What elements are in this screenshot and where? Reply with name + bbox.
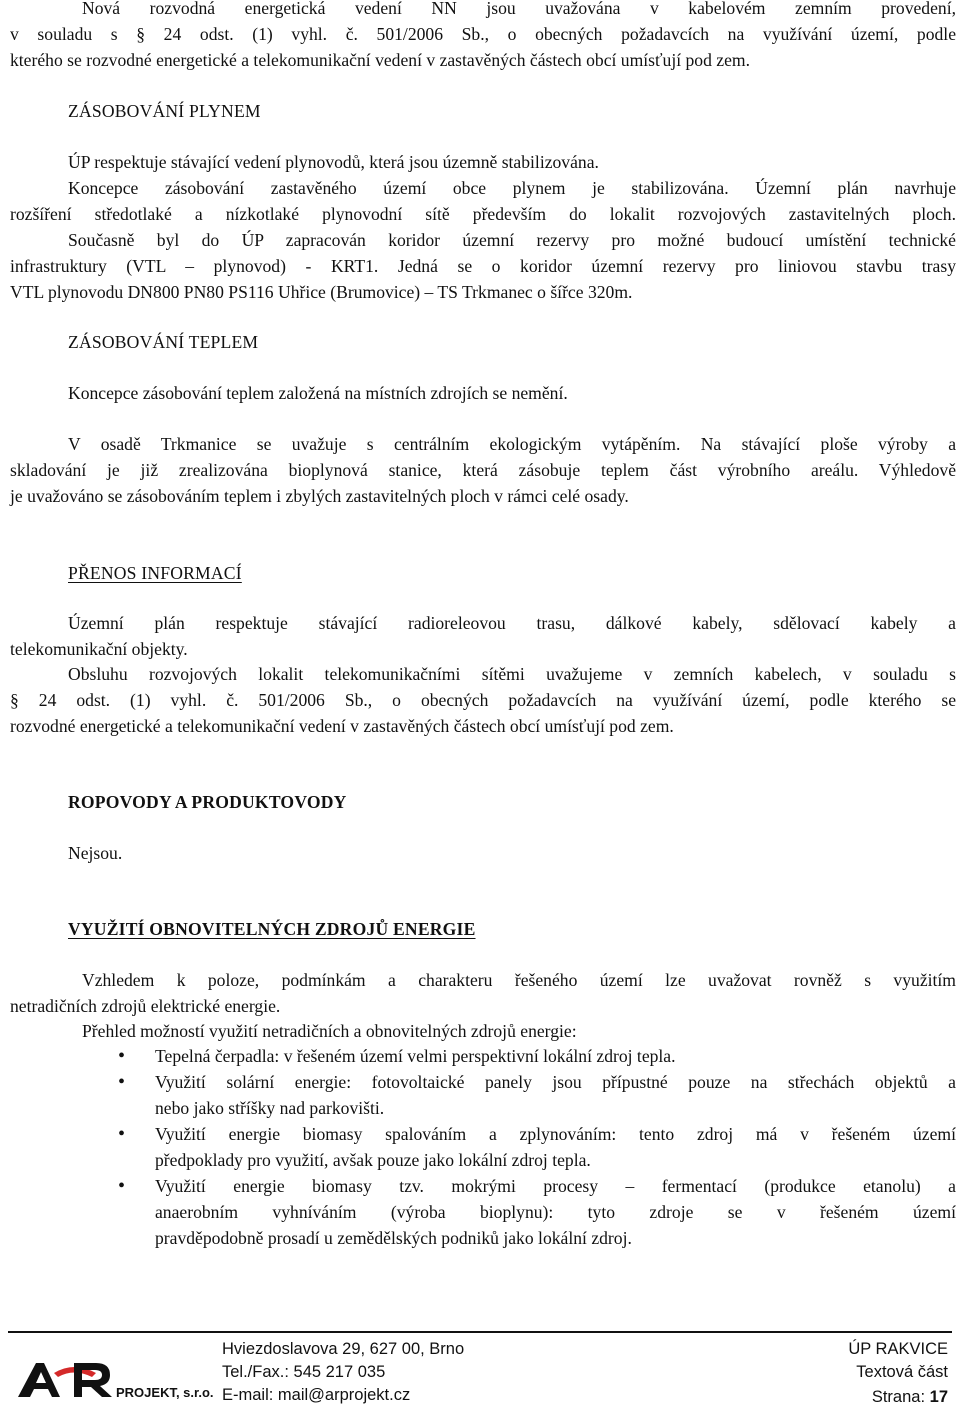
footer-rule <box>8 1331 952 1333</box>
renewables-line-3: Přehled možností využití netradičních a obnovitelných zdrojů energie: <box>82 1021 577 1041</box>
footer-email: E-mail: mail@arprojekt.cz <box>222 1386 411 1404</box>
intro-line-1: Nová rozvodná energetická vedení NN jsou uvažována v kabelovém zemním provedení, <box>82 0 956 18</box>
renewables-list <box>110 1043 956 1251</box>
gas-line-5: VTL plynovodu DN800 PN80 PS116 Uhřice (Brumovice) – TS Trkmanec o šířce 320m. <box>10 282 633 302</box>
list-item-text: • Tepelná čerpadla: v řešeném území velmi perspektivní lokální zdroj tepla. <box>155 1046 676 1066</box>
info-line-5: rozvodné energetické a telekomunikační vedení v zastavěných částech obcí umísťují pod zem. <box>10 716 674 736</box>
renewables-line-1: Vzhledem k poloze, podmínkám a charakteru řešeného území lze uvažovat rovněž s využitím <box>82 970 956 990</box>
info-line-4: § 24 odst. (1) vyhl. č. 501/2006 Sb., o obecných požadavcích na využívání území, podle kterého se <box>10 690 956 710</box>
list-item <box>110 1069 956 1121</box>
list-item-text: předpoklady pro využití, avšak pouze jako lokální zdroj tepla. <box>155 1150 591 1170</box>
list-item-text: nebo jako stříšky nad parkovišti. <box>155 1098 385 1118</box>
list-item <box>110 1043 956 1069</box>
intro-line-3: kterého se rozvodné energetické a telekomunikační vedení v zastavěných částech obcí umísťují pod zem. <box>10 50 750 70</box>
list-item-text: • Využití energie biomasy spalováním a zplynováním: tento zdroj má v řešeném území <box>155 1124 956 1144</box>
footer-address: Hviezdoslavova 29, 627 00, Brno <box>222 1340 465 1358</box>
renewables-line-2: netradičních zdrojů elektrické energie. <box>10 996 281 1016</box>
page-number: 17 <box>929 1388 948 1406</box>
list-item-text: anaerobním vyhníváním (výroba bioplynu): tyto zdroje se v řešeném území <box>155 1202 956 1222</box>
footer-project: ÚP RAKVICE <box>848 1340 948 1358</box>
list-item-text: pravděpodobně prosadí u zemědělských podniků jako lokální zdroj. <box>155 1228 632 1248</box>
company-logo <box>14 1353 214 1405</box>
list-item-text: • Využití solární energie: fotovoltaické panely jsou přípustné pouze na střechách objektů a <box>155 1072 956 1092</box>
pipelines-text: Nejsou. <box>68 843 123 863</box>
heading-gas: ZÁSOBOVÁNÍ PLYNEM <box>68 101 261 121</box>
list-item <box>110 1121 956 1173</box>
heading-heat: ZÁSOBOVÁNÍ TEPLEM <box>68 332 259 352</box>
gas-line-1: Koncepce zásobování zastavěného území obce plynem je stabilizována. Územní plán navrhuje <box>68 178 956 198</box>
gas-line-2: rozšíření středotlaké a nízkotlaké plynovodní sítě především do lokalit rozvojových zastavitelných ploch. <box>10 204 956 224</box>
heat-paragraph-1: Koncepce zásobování teplem založená na místních zdrojích se nemění. <box>68 383 568 403</box>
heat-line-1: V osadě Trkmanice se uvažuje s centrálním ekologickým vytápěním. Na stávající ploše výroby a <box>68 434 956 454</box>
list-item-text: • Využití energie biomasy tzv. mokrými procesy – fermentací (produkce etanolu) a <box>155 1176 956 1196</box>
gas-line-3: Současně byl do ÚP zapracován koridor územní rezervy pro možné budoucí umístění technické <box>68 230 956 250</box>
info-line-2: telekomunikační objekty. <box>10 639 188 659</box>
gas-paragraph-1: ÚP respektuje stávající vedení plynovodů, která jsou územně stabilizována. <box>68 152 599 172</box>
heat-line-2: skladování je již zrealizována bioplynová stanice, která zásobuje teplem část výrobního areálu. Výhledově <box>10 460 956 480</box>
gas-line-4: infrastruktury (VTL – plynovod) - KRT1. Jedná se o koridor územní rezervy pro liniovou stavbu trasy <box>10 256 956 276</box>
heading-pipelines: ROPOVODY A PRODUKTOVODY <box>68 792 347 812</box>
footer-part: Textová část <box>856 1363 948 1381</box>
logo-text: PROJEKT, s.r.o. <box>116 1385 214 1400</box>
info-line-1: Územní plán respektuje stávající radioreleovou trasu, dálkové kabely, sdělovací kabely a <box>68 613 956 633</box>
heat-line-3: je uvažováno se zásobováním teplem i zbylých zastavitelných ploch v rámci celé osady. <box>10 486 629 506</box>
footer-phone: Tel./Fax.: 545 217 035 <box>222 1363 386 1381</box>
intro-line-2: v souladu s § 24 odst. (1) vyhl. č. 501/2006 Sb., o obecných požadavcích na využívání území, podle <box>10 24 956 44</box>
info-line-3: Obsluhu rozvojových lokalit telekomunikačními sítěmi uvažujeme v zemních kabelech, v souladu s <box>68 664 956 684</box>
heading-info: PŘENOS INFORMACÍ <box>68 563 242 583</box>
arprojekt-logo-icon <box>14 1353 214 1405</box>
heading-renewables: VYUŽITÍ OBNOVITELNÝCH ZDROJŮ ENERGIE <box>68 919 476 939</box>
list-item <box>110 1173 956 1251</box>
footer-page <box>872 1386 948 1408</box>
page-label: Strana: <box>871 1388 930 1406</box>
